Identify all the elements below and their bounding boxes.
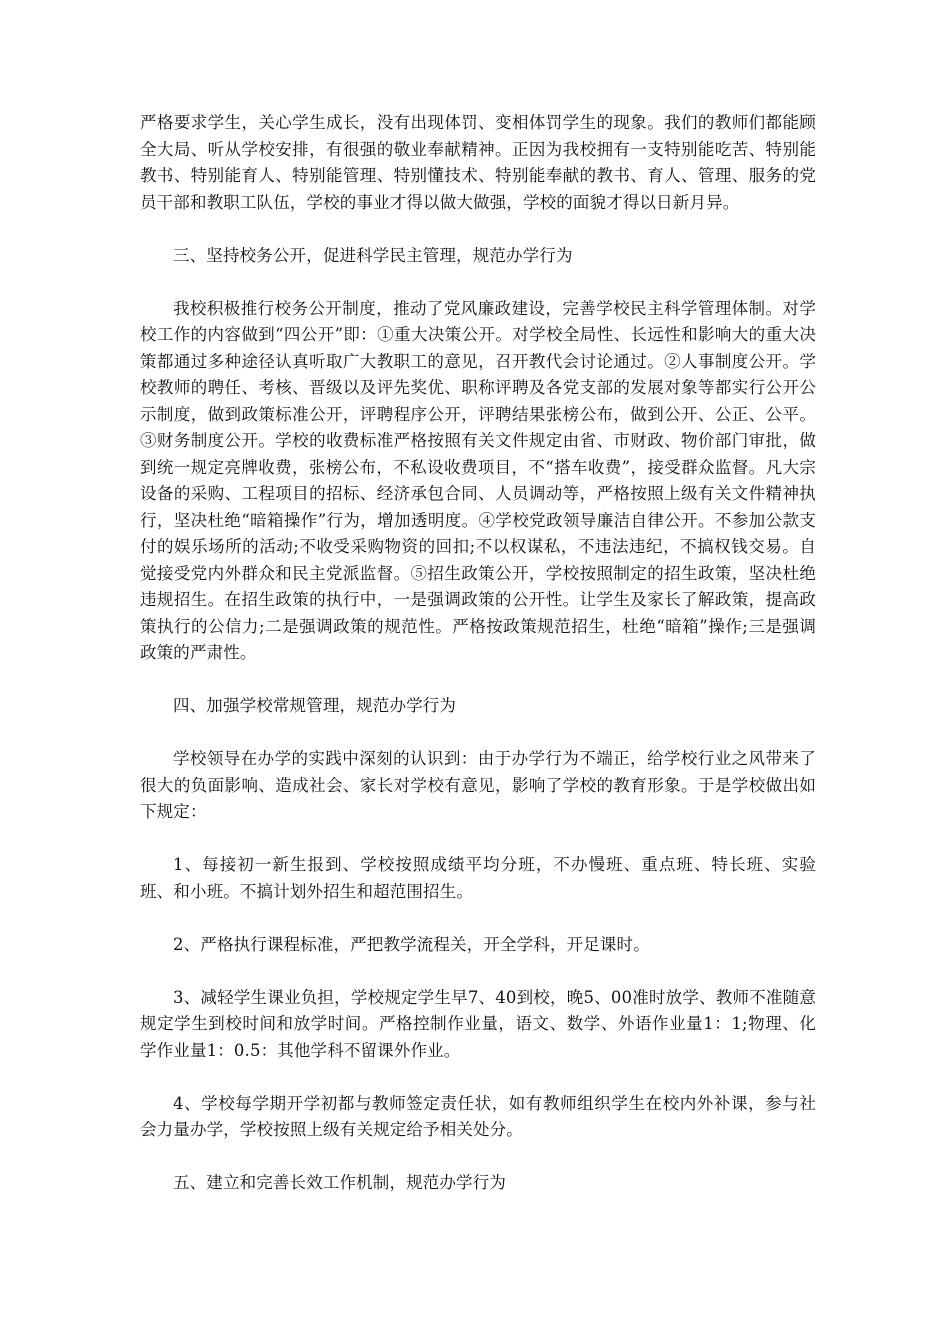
list-item-rule-4: 4、学校每学期开学初都与教师签定责任状，如有教师组织学生在校内外补课，参与社会力量办学，学校按照上级有关规定给予相关处分。 [140,1093,816,1139]
paragraph-routine-management-intro: 学校领导在办学的实践中深刻的认识到：由于办学行为不端正，给学校行业之风带来了很大的负面影响、造成社会、家长对学校有意见，影响了学校的教育形象。于是学校做出如下规定： [140,749,816,821]
heading-section-four: 四、加强学校常规管理，规范办学行为 [173,696,457,715]
list-item-rule-3: 3、减轻学生课业负担，学校规定学生早7、40到校，晚5、00准时放学、教师不准随意规定学生到校时间和放学时间。严格控制作业量，语文、数学、外语作业量1：1;物理、化学作业量1：0.5：其他学科不留课外作业。 [140,987,816,1060]
heading-section-three: 三、坚持校务公开，促进科学民主管理，规范办学行为 [173,245,573,265]
paragraph-school-affairs-openness: 我校积极推行校务公开制度，推动了党风廉政建设，完善学校民主科学管理体制。对学校工作的内容做到“四公开”即：①重大决策公开。对学校全局性、长远性和影响大的重大决策都通过多种途径认真听取广大教职工的意见，召开教代会讨论通过。②人事制度公开。学校教师的聘任、考核、晋级以及评先奖优、职称评聘及各党支部的发展对象等都实行公开公示制度，做到政策标准公开，评聘程序公开，评聘结果张榜公布，做到公开、公正、公平。③财务制度公开。学校的收费标准严格按照有关文件规定由省、市财政、物价部门审批，做到统一规定亮牌收费，张榜公布，不私设收费项目，不“搭车收费”，接受群众监督。凡大宗设备的采购、工程项目的招标、经济承包合同、人员调动等，严格按照上级有关文件精神执行，坚决杜绝“暗箱操作”行为，增加透明度。④学校党政领导廉洁自律公开。不参加公款支付的娱乐场所的活动;不收受采购物资的回扣;不以权谋私，不违法违纪，不搞权钱交易。自觉接受党内外群众和民主党派监督。⑤招生政策公开，学校按照制定的招生政策，坚决杜绝违规招生。在招生政策的执行中，一是强调政策的公开性。让学生及家长了解政策，提高政策执行的公信力;二是强调政策的规范性。严格按政策规范招生，杜绝“暗箱”操作;三是强调政策的严肃性。 [140,298,816,662]
document-page [140,110,816,1223]
paragraph-teacher-team: 严格要求学生，关心学生成长，没有出现体罚、变相体罚学生的现象。我们的教师们都能顾全大局、听从学校安排，有很强的敬业奉献精神。正因为我校拥有一支特别能吃苦、特别能教书、特别能育人、特别能管理、特别懂技术、特别能奉献的教书、育人、管理、服务的党员干部和教职工队伍，学校的事业才得以做大做强，学校的面貌才得以日新月异。 [140,113,816,212]
list-item-rule-2: 2、严格执行课程标准，严把教学流程关，开全学科，开足课时。 [173,934,650,954]
list-item-rule-1: 1、每接初一新生报到、学校按照成绩平均分班，不办慢班、重点班、特长班、实验班、和小班。不搞计划外招生和超范围招生。 [140,855,816,901]
heading-section-five: 五、建立和完善长效工作机制，规范办学行为 [173,1173,506,1192]
